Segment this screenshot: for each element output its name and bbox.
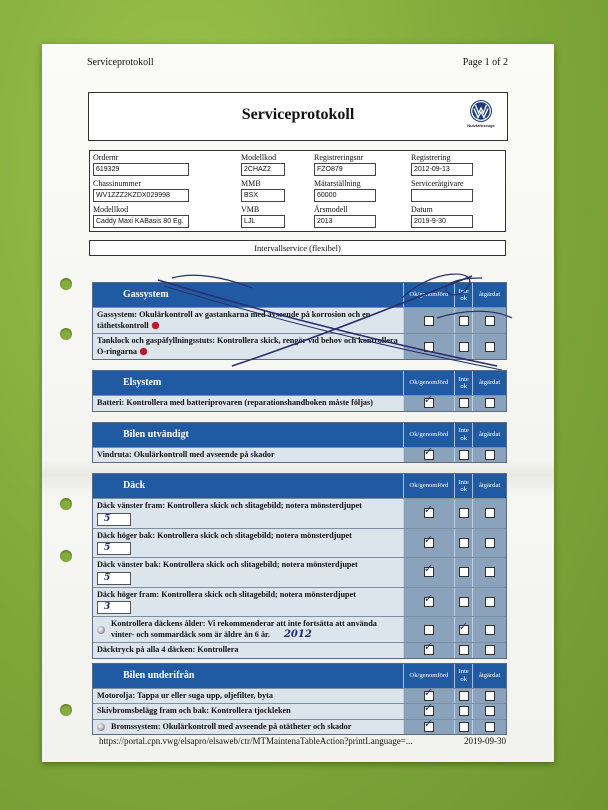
check-row bbox=[93, 557, 506, 587]
cell-inte-ok bbox=[454, 617, 472, 642]
checkbox-inte-ok[interactable] bbox=[459, 316, 469, 326]
info-label: Modellkod bbox=[93, 205, 129, 214]
check-item-label bbox=[93, 588, 403, 617]
check-item-text: Däck höger fram: Kontrollera skick och slitagebild; notera mönsterdjupet bbox=[97, 589, 356, 599]
tread-depth-value[interactable]: 3 bbox=[97, 601, 131, 614]
checkbox-inte-ok[interactable] bbox=[459, 691, 469, 701]
info-value[interactable]: 60000 bbox=[314, 189, 376, 202]
check-item-label bbox=[93, 448, 403, 463]
info-field-datum bbox=[411, 205, 507, 231]
punch-hole bbox=[60, 498, 72, 510]
punch-hole bbox=[60, 550, 72, 562]
section-bilen-utvandigt bbox=[92, 422, 507, 464]
check-row bbox=[93, 616, 506, 642]
section-header bbox=[93, 371, 506, 395]
info-label: Chassinummer bbox=[93, 179, 141, 188]
checkbox-atgardat[interactable] bbox=[485, 342, 495, 352]
cell-ok bbox=[403, 640, 455, 658]
checkbox-ok[interactable] bbox=[424, 625, 434, 635]
cell-atgardat bbox=[472, 643, 506, 658]
red-dot-icon bbox=[140, 348, 147, 355]
info-field-registrering bbox=[411, 153, 507, 179]
check-item-text: Gassystem: Okulärkontroll av gastankarna med avseende på korrosion och en täthetskontroll bbox=[97, 310, 371, 330]
checkbox-ok[interactable] bbox=[423, 640, 434, 655]
check-item-label bbox=[93, 643, 403, 658]
checkbox-inte-ok[interactable] bbox=[458, 619, 469, 635]
checkbox-inte-ok[interactable] bbox=[459, 450, 469, 460]
page-header-title: Serviceprotokoll bbox=[87, 57, 154, 68]
cell-inte-ok bbox=[454, 588, 472, 617]
check-item-text: Däcktryck på alla 4 däcken: Kontrollera bbox=[97, 645, 239, 654]
info-field-modellkod bbox=[93, 205, 241, 231]
cell-atgardat bbox=[472, 448, 506, 463]
checkbox-inte-ok[interactable] bbox=[459, 398, 469, 408]
checkbox-ok[interactable] bbox=[423, 532, 434, 548]
checkbox-atgardat[interactable] bbox=[485, 691, 495, 701]
logo-caption: Nutzfahrzeuge bbox=[467, 123, 495, 128]
check-item-text: Motorolja: Tappa ur eller suga upp, oljefilter, byta bbox=[97, 690, 273, 700]
info-label: Mätarställning bbox=[314, 179, 361, 188]
check-row bbox=[93, 307, 506, 333]
section-header bbox=[93, 423, 506, 447]
column-header-ok: Ok/genomförd bbox=[403, 283, 455, 307]
column-header-inte-ok: Inte ok bbox=[454, 474, 472, 498]
section-header bbox=[93, 664, 506, 688]
info-value[interactable]: 2012-09-13 bbox=[411, 163, 473, 176]
check-item-label bbox=[93, 499, 403, 528]
tread-depth-value[interactable]: 5 bbox=[97, 572, 131, 585]
column-header-inte-ok: Inte ok bbox=[454, 423, 472, 447]
check-row bbox=[93, 333, 506, 359]
check-item-text: Däck vänster bak: Kontrollera skick och slitagebild; notera mönsterdjupet bbox=[97, 560, 358, 569]
info-value[interactable]: 619329 bbox=[93, 163, 189, 176]
checkbox-atgardat[interactable] bbox=[485, 538, 495, 548]
info-label: MMB bbox=[241, 179, 261, 188]
checkmark-icon: ✓ bbox=[423, 532, 434, 546]
checkbox-inte-ok[interactable] bbox=[459, 645, 469, 655]
checklist-sections bbox=[92, 282, 507, 745]
check-item-text: Kontrollera däckens ålder: Vi rekommenderar att inte fortsätta att använda vinter- och sommardäck som är äldre än 6 år. bbox=[111, 619, 377, 639]
check-item-label bbox=[93, 308, 403, 333]
check-item-text: Tanklock och gaspåfyllningsstuts: Kontrollera skick, rengör vid behov och kontrollera O-ringarna bbox=[97, 336, 398, 356]
checkbox-atgardat[interactable] bbox=[485, 722, 495, 732]
section-title: Bilen underifrån bbox=[123, 669, 195, 681]
checkbox-atgardat[interactable] bbox=[485, 450, 495, 460]
column-header-atgardat: åtgärdat bbox=[472, 423, 506, 447]
checkbox-inte-ok[interactable] bbox=[459, 567, 469, 577]
cell-ok bbox=[403, 499, 455, 528]
check-row bbox=[93, 685, 506, 704]
info-field-serviceratgivare bbox=[411, 179, 507, 205]
cell-ok bbox=[403, 393, 455, 411]
checkbox-atgardat[interactable] bbox=[485, 706, 495, 716]
checkmark-icon: ✓ bbox=[423, 716, 434, 730]
info-value[interactable] bbox=[411, 189, 473, 202]
checkbox-atgardat[interactable] bbox=[485, 508, 495, 518]
cell-atgardat bbox=[472, 689, 506, 704]
tread-depth-value[interactable]: 5 bbox=[97, 513, 131, 526]
info-field-chassinummer bbox=[93, 179, 241, 205]
check-item-label bbox=[93, 704, 403, 719]
check-row bbox=[93, 528, 506, 558]
cell-ok bbox=[403, 334, 455, 359]
checkbox-atgardat[interactable] bbox=[485, 398, 495, 408]
cell-atgardat bbox=[472, 334, 506, 359]
check-item-label bbox=[93, 617, 403, 642]
checkbox-ok[interactable] bbox=[423, 562, 434, 577]
cell-atgardat bbox=[472, 308, 506, 333]
info-label: Serviceråtgivare bbox=[411, 179, 464, 188]
tread-depth-value[interactable]: 5 bbox=[97, 542, 131, 555]
column-header-atgardat: åtgärdat bbox=[472, 283, 506, 307]
info-value[interactable]: 2CHAZ2 bbox=[241, 163, 285, 176]
column-header-atgardat: åtgärdat bbox=[472, 474, 506, 498]
footer-url: https://portal.cpn.vwg/elsapro/elsaweb/ctr/MTMaintenaTableAction?printLanguage=... bbox=[99, 736, 413, 746]
info-field-matarstallning bbox=[314, 179, 411, 205]
cell-atgardat bbox=[472, 396, 506, 411]
handwritten-note: 2012 bbox=[283, 628, 312, 640]
punch-hole bbox=[60, 278, 72, 290]
cell-inte-ok bbox=[454, 558, 472, 587]
section-elsystem bbox=[92, 370, 507, 412]
check-item-label bbox=[93, 689, 403, 704]
cell-inte-ok bbox=[454, 448, 472, 463]
punch-hole bbox=[60, 328, 72, 340]
document-title: Serviceprotokoll bbox=[241, 106, 355, 123]
radio-marker-icon[interactable] bbox=[97, 723, 105, 731]
checkbox-atgardat[interactable] bbox=[485, 597, 495, 607]
cell-ok bbox=[403, 529, 455, 558]
cell-ok bbox=[403, 444, 455, 463]
footer-date: 2019-09-30 bbox=[464, 736, 506, 746]
cell-atgardat bbox=[472, 529, 506, 558]
checkbox-inte-ok[interactable] bbox=[459, 342, 469, 352]
cell-ok bbox=[403, 308, 455, 333]
service-protocol-sheet bbox=[42, 44, 554, 762]
checkmark-icon: ✓ bbox=[423, 444, 434, 458]
checkbox-inte-ok[interactable] bbox=[459, 508, 469, 518]
check-row bbox=[93, 444, 506, 463]
checkbox-ok[interactable] bbox=[423, 716, 434, 732]
info-value[interactable]: LJL bbox=[241, 215, 285, 228]
cell-ok bbox=[403, 588, 455, 617]
section-bilen-underifran bbox=[92, 663, 507, 736]
radio-marker-icon[interactable] bbox=[97, 626, 105, 634]
checkbox-ok[interactable] bbox=[424, 342, 434, 352]
cell-atgardat bbox=[472, 588, 506, 617]
info-field-ordernr bbox=[93, 153, 241, 179]
cell-inte-ok bbox=[454, 396, 472, 411]
cell-ok bbox=[403, 716, 455, 735]
section-header bbox=[93, 283, 506, 307]
red-dot-icon bbox=[152, 322, 159, 329]
checkbox-inte-ok[interactable] bbox=[459, 538, 469, 548]
cell-ok bbox=[403, 617, 455, 642]
checkbox-ok[interactable] bbox=[423, 503, 434, 518]
column-header-ok: Ok/genomförd bbox=[403, 664, 455, 688]
check-row bbox=[93, 716, 506, 735]
check-row bbox=[93, 395, 506, 411]
info-label: Registreringsnr bbox=[314, 153, 364, 162]
check-item-label bbox=[93, 558, 403, 587]
info-label: VMB bbox=[241, 205, 260, 214]
checkmark-icon: ✓ bbox=[423, 685, 434, 699]
column-header-inte-ok: Inte ok bbox=[454, 283, 472, 307]
checkbox-ok[interactable] bbox=[423, 685, 434, 701]
section-title: Gassystem bbox=[123, 289, 169, 300]
checkbox-atgardat[interactable] bbox=[485, 316, 495, 326]
punch-hole bbox=[60, 704, 72, 716]
info-label: Modellkod bbox=[241, 153, 277, 162]
vw-logo-icon bbox=[469, 99, 493, 123]
section-header bbox=[93, 474, 506, 498]
check-item-label bbox=[93, 720, 403, 735]
section-title: Elsystem bbox=[123, 377, 162, 388]
check-item-text: Bromssystem: Okulärkontroll med avseende på otätheter och skador bbox=[111, 721, 352, 731]
info-value[interactable]: 2013 bbox=[314, 215, 376, 228]
column-header-ok: Ok/genomförd bbox=[403, 423, 455, 447]
check-item-label bbox=[93, 529, 403, 558]
vehicle-info-grid bbox=[89, 150, 506, 232]
info-label: Ordernr bbox=[93, 153, 119, 162]
checkbox-ok[interactable] bbox=[424, 316, 434, 326]
column-header-atgardat: åtgärdat bbox=[472, 371, 506, 395]
column-header-ok: Ok/genomförd bbox=[403, 474, 455, 498]
check-item-text: Däck höger bak: Kontrollera skick och slitagebild; notera mönsterdjupet bbox=[97, 530, 352, 540]
checkmark-icon: ✓ bbox=[423, 562, 434, 576]
info-label: Årsmodell bbox=[314, 205, 348, 214]
info-value[interactable]: 2019-9-30 bbox=[411, 215, 473, 228]
checkmark-icon: ✓ bbox=[423, 701, 434, 715]
check-item-text: Batteri: Kontrollera med batteriprovaren (reparationshandboken måste följas) bbox=[97, 398, 373, 407]
cell-atgardat bbox=[472, 499, 506, 528]
check-item-label bbox=[93, 334, 403, 359]
check-item-label bbox=[93, 396, 403, 411]
section-dack bbox=[92, 473, 507, 659]
section-title: Bilen utvändigt bbox=[123, 428, 189, 440]
cell-atgardat bbox=[472, 558, 506, 587]
cell-inte-ok bbox=[454, 334, 472, 359]
info-value[interactable]: BSX bbox=[241, 189, 285, 202]
info-value[interactable]: WV1ZZZ2KZDX029998 bbox=[93, 189, 189, 202]
check-row bbox=[93, 587, 506, 617]
title-box bbox=[88, 92, 508, 141]
column-header-ok: Ok/genomförd bbox=[403, 371, 455, 395]
info-field-modellkod bbox=[241, 153, 314, 179]
cell-inte-ok bbox=[454, 720, 472, 735]
checkbox-atgardat[interactable] bbox=[485, 625, 495, 635]
cell-inte-ok bbox=[454, 689, 472, 704]
checkmark-icon: ✓ bbox=[423, 503, 434, 517]
page-number: Page 1 of 2 bbox=[462, 57, 508, 68]
info-field-mmb bbox=[241, 179, 314, 205]
checkbox-ok[interactable] bbox=[423, 701, 434, 716]
interval-service-label: Intervallservice (flexibel) bbox=[89, 240, 506, 256]
cell-inte-ok bbox=[454, 529, 472, 558]
info-field-arsmodell bbox=[314, 205, 411, 231]
checkmark-icon: ✓ bbox=[423, 393, 434, 407]
cell-ok bbox=[403, 558, 455, 587]
info-label: Registrering bbox=[411, 153, 451, 162]
cell-atgardat bbox=[472, 720, 506, 735]
cell-atgardat bbox=[472, 617, 506, 642]
checkbox-atgardat[interactable] bbox=[485, 567, 495, 577]
section-title: Däck bbox=[123, 480, 146, 491]
section-gassystem bbox=[92, 282, 507, 360]
column-header-inte-ok: Inte ok bbox=[454, 664, 472, 688]
info-field-vmb bbox=[241, 205, 314, 231]
check-item-text: Skivbromsbelägg fram och bak: Kontrollera tjockleken bbox=[97, 706, 291, 715]
check-row bbox=[93, 642, 506, 658]
cell-inte-ok bbox=[454, 308, 472, 333]
checkmark-icon: ✓ bbox=[458, 619, 468, 633]
cell-inte-ok bbox=[454, 499, 472, 528]
checkbox-inte-ok[interactable] bbox=[459, 706, 469, 716]
cell-inte-ok bbox=[454, 704, 472, 719]
info-value[interactable]: FZO879 bbox=[314, 163, 376, 176]
info-field-registreringsnr bbox=[314, 153, 411, 179]
checkbox-ok[interactable] bbox=[423, 393, 434, 408]
checkbox-ok[interactable] bbox=[423, 591, 434, 607]
vw-logo bbox=[463, 99, 499, 128]
check-item-text: Däck vänster fram: Kontrollera skick och slitagebild; notera mönsterdjupet bbox=[97, 501, 362, 510]
checkbox-inte-ok[interactable] bbox=[459, 722, 469, 732]
cell-atgardat bbox=[472, 704, 506, 719]
check-item-text: Vindruta: Okulärkontroll med avseende på skador bbox=[97, 449, 275, 459]
info-value[interactable]: Caddy Maxi KABasis 80 Eg. bbox=[93, 215, 189, 228]
cell-inte-ok bbox=[454, 643, 472, 658]
column-header-inte-ok: Inte ok bbox=[454, 371, 472, 395]
checkmark-icon: ✓ bbox=[423, 591, 434, 605]
checkbox-inte-ok[interactable] bbox=[459, 597, 469, 607]
check-row bbox=[93, 498, 506, 528]
checkmark-icon: ✓ bbox=[423, 640, 434, 654]
check-row bbox=[93, 703, 506, 719]
checkbox-ok[interactable] bbox=[423, 444, 434, 460]
column-header-atgardat: åtgärdat bbox=[472, 664, 506, 688]
info-label: Datum bbox=[411, 205, 433, 214]
checkbox-atgardat[interactable] bbox=[485, 645, 495, 655]
